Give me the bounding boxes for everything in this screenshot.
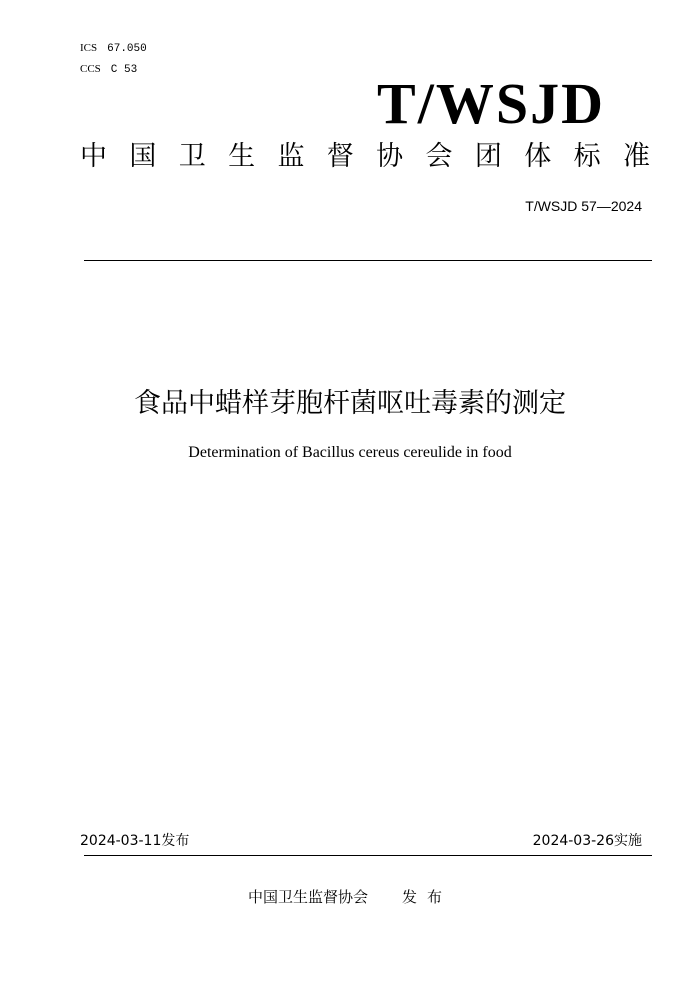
- heading-char: 准: [622, 141, 650, 172]
- ccs-label: CCS: [80, 63, 101, 75]
- heading-char: 督: [326, 141, 354, 172]
- document-title-chinese: 食品中蜡样芽胞杆菌呕吐毒素的测定: [134, 388, 566, 419]
- heading-char: 体: [524, 141, 552, 172]
- heading-char: 生: [228, 141, 256, 172]
- organization-standard-heading: [80, 138, 650, 176]
- publisher-action: 发布: [402, 888, 453, 906]
- publisher-org: 中国卫生监督协会: [247, 888, 368, 906]
- heading-char: 标: [573, 141, 601, 172]
- ics-code: [80, 38, 147, 59]
- standard-number: T/WSJD 57—2024: [525, 198, 642, 214]
- ccs-code: [80, 59, 147, 80]
- bottom-divider: [84, 855, 652, 856]
- document-title-english: Determination of Bacillus cereus cereulide in food: [188, 444, 512, 461]
- publisher-line: [0, 886, 700, 907]
- heading-char: 协: [376, 141, 404, 172]
- heading-char: 国: [129, 141, 157, 172]
- heading-char: 卫: [178, 141, 206, 172]
- standard-logo: T/WSJD: [377, 71, 605, 136]
- classification-codes: [80, 38, 147, 80]
- heading-char: 会: [425, 141, 453, 172]
- implementation-date: 2024-03-26实施: [532, 833, 642, 849]
- heading-char: 中: [80, 141, 107, 172]
- issue-date: 2024-03-11发布: [80, 833, 190, 849]
- ics-value: 67.050: [107, 43, 147, 55]
- ccs-value: C 53: [110, 64, 138, 76]
- ics-label: ICS: [80, 42, 98, 54]
- heading-char: 团: [474, 141, 502, 172]
- heading-char: 监: [277, 141, 305, 172]
- top-divider: [84, 260, 652, 261]
